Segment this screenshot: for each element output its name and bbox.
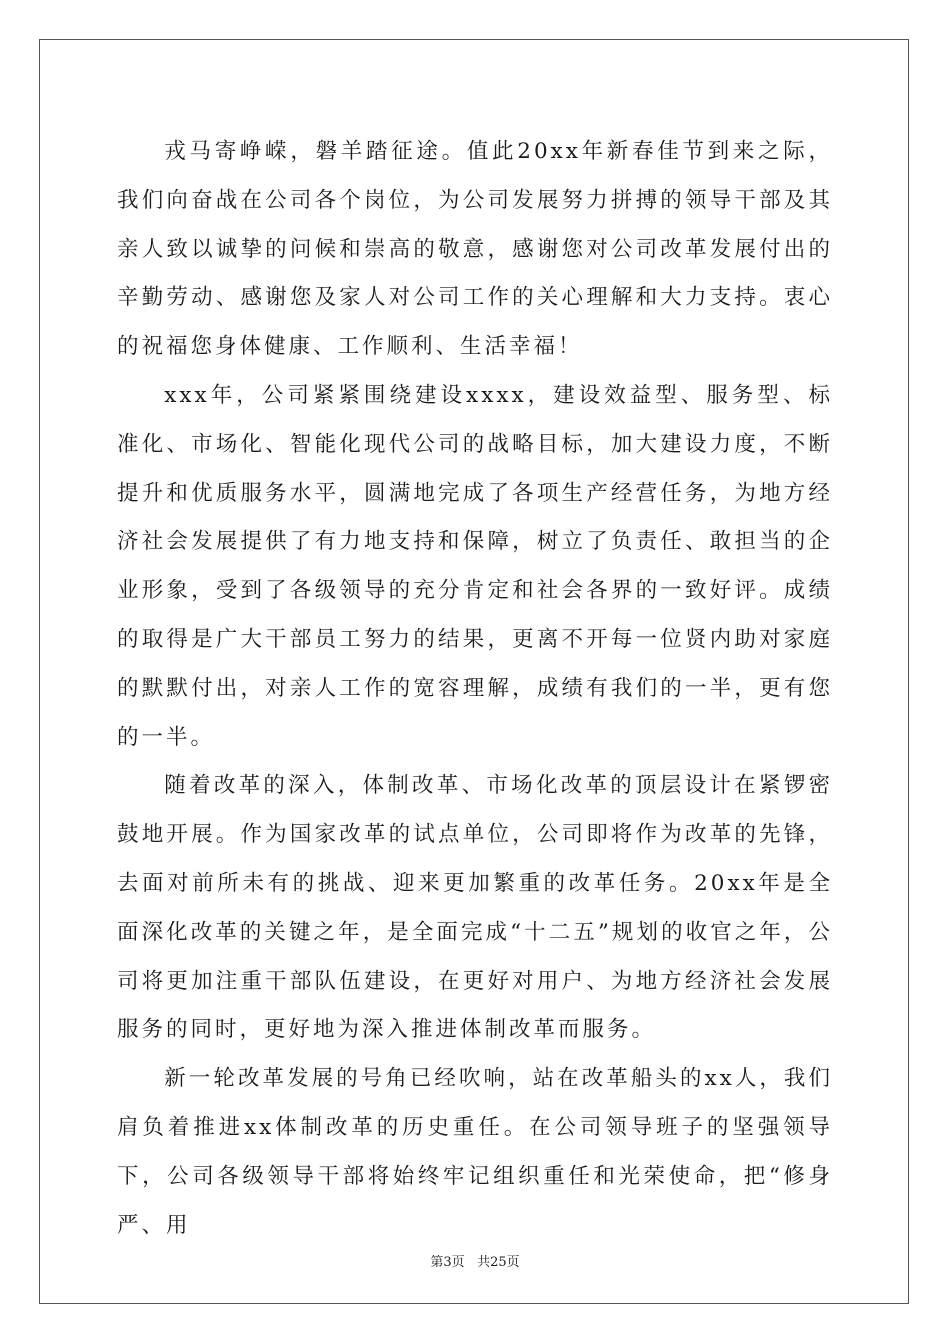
paragraph-achievements: xxx年，公司紧紧围绕建设xxxx，建设效益型、服务型、标准化、市场化、智能化现代公司的战略目标，加大建设力度，不断提升和优质服务水平，圆满地完成了各项生产经营任务，为地方经济社会发展提供了有力地支持和保障，树立了负责任、敢担当的企业形象，受到了各级领导的充分肯定和社会各界的一致好评。成绩的取得是广大干部员工努力的结果，更离不开每一位贤内助对家庭的默默付出，对亲人工作的宽容理解，成绩有我们的一半，更有您的一半。: [117, 382, 833, 750]
paragraph-reform: 随着改革的深入，体制改革、市场化改革的顶层设计在紧锣密鼓地开展。作为国家改革的试点单位，公司即将作为改革的先锋，去面对前所未有的挑战、迎来更加繁重的改革任务。20xx年是全面深化改革的关键之年，是全面完成“十二五”规划的收官之年，公司将更加注重干部队伍建设，在更好对用户、为地方经济社会发展服务的同时，更好地为深入推进体制改革而服务。: [117, 773, 833, 1043]
paragraph-new-round: 新一轮改革发展的号角已经吹响，站在改革船头的xx人，我们肩负着推进xx体制改革的历史重任。在公司领导班子的坚强领导下，公司各级领导干部将始终牢记组织重任和光荣使命，把“修身严、用: [117, 1066, 833, 1238]
page-total: 共25页: [477, 1255, 520, 1270]
page-number: 第3页: [430, 1255, 465, 1270]
document-body: [117, 128, 833, 1250]
page-footer: [0, 1251, 950, 1270]
paragraph-greeting: 戎马寄峥嵘，磐羊踏征途。值此20xx年新春佳节到来之际，我们向奋战在公司各个岗位，为公司发展努力拼搏的领导干部及其亲人致以诚挚的问候和崇高的敬意，感谢您对公司改革发展付出的辛勤劳动、感谢您及家人对公司工作的关心理解和大力支持。衷心的祝福您身体健康、工作顺利、生活幸福！: [117, 139, 833, 360]
